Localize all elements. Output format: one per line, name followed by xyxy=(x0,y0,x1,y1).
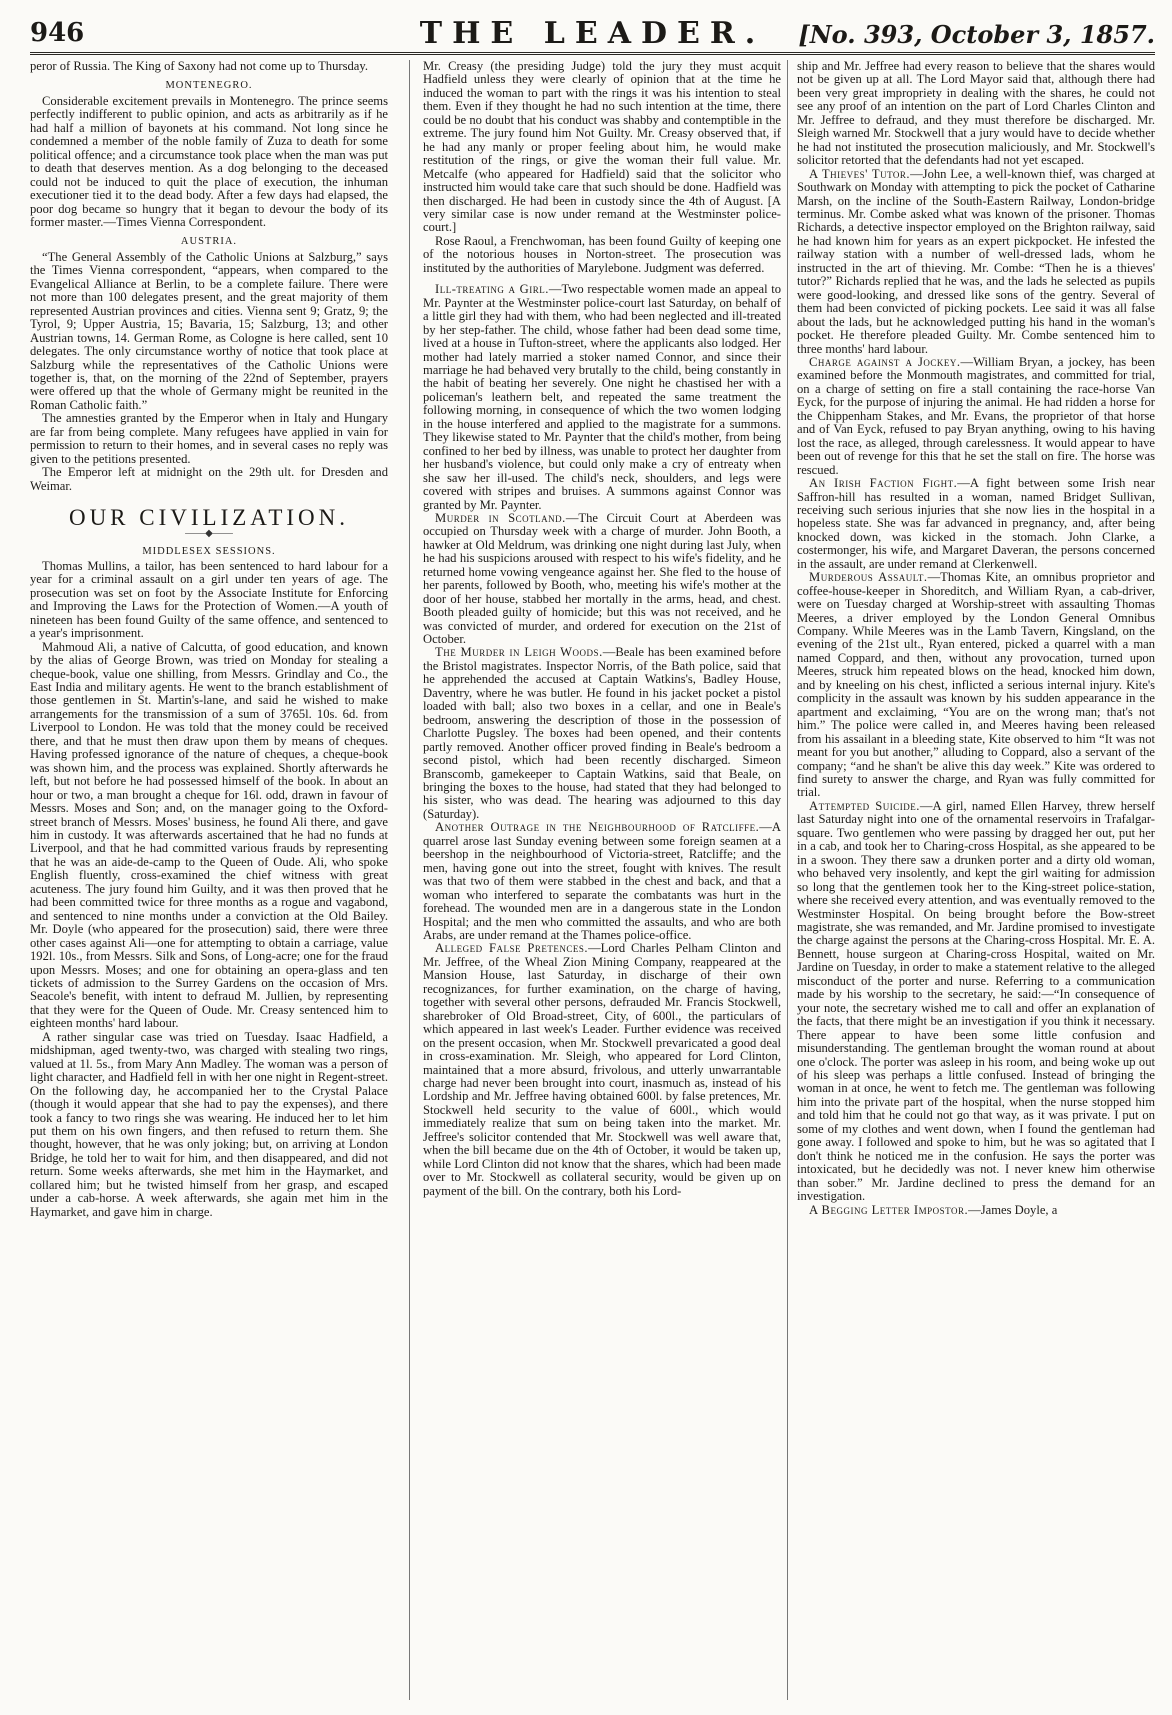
paragraph: peror of Russia. The King of Saxony had not come up to Thursday. xyxy=(30,60,368,73)
article xyxy=(797,356,1155,477)
section-heading: MONTENEGRO. xyxy=(165,80,253,92)
article-heading: An Irish Faction Fight. xyxy=(809,476,958,491)
article xyxy=(797,477,1155,571)
article-heading: A Thieves' Tutor. xyxy=(809,166,911,181)
section-title: OUR CIVILIZATION. xyxy=(68,505,350,531)
article-heading: Murderous Assault. xyxy=(809,570,928,585)
page-number: 946 xyxy=(30,18,85,48)
article xyxy=(797,800,1155,1204)
article xyxy=(423,283,781,512)
newspaper-title: THE LEADER. xyxy=(419,16,766,51)
divider: ——◆—— xyxy=(185,527,233,539)
paragraph: Rose Raoul, a Frenchwoman, has been found Guilty of keeping one of the notorious houses in Norton-street. The prosecution was instituted by the authorities of Marylebone. Judgment was deferred. xyxy=(423,233,781,275)
paragraph: “The General Assembly of the Catholic Unions at Salzburg,” says the Times Vienna correspondent, “appears, when compared to the Evangelical Alliance at Berlin, to be a complete failure. There were not more than 100 delegates present, and the great majority of them represented Austrian provinces and cities. Vienna sent 9; Gratz, 9; the Tyrol, 9; Upper Austria, 15; Bavaria, 15; Salzburg, 13; and other Austrian towns, 14. German Rome, as Cologne is here called, sent 10 delegates. The only circumstance worthy of notice that took place at Salzburg while the representatives of the Catholic Unions were together is, that, on the morning of the 22nd of September, prayers were offered up that the whole of Germany might be reunited in the Roman Catholic faith.” xyxy=(30,249,388,412)
article xyxy=(423,512,781,647)
paragraph: The Emperor left at midnight on the 29th ult. for Dresden and Weimar. xyxy=(30,465,388,493)
article-heading: Ill-treating a Girl. xyxy=(435,282,549,297)
article-body: —Lord Charles Pelham Clinton and Mr. Jeffree, of the Wheal Zion Mining Company, reappeared at the Mansion House, last Saturday, in discharge of their own recognizances, for further examination, on the charge of having, together with several other persons, defrauded Mr. Francis Stockwell, sharebroker of Old Broad-street, City, of 600l., the particulars of which appeared in last week's Leader. Further evidence was received on the present occasion, when Mr. Stockwell prevaricated a good deal in cross-examination. Mr. Sleigh, who appeared for Lord Clinton, maintained that a more absurd, frivolous, and utterly unwarrantable charge had never been brought into court, inasmuch as, instead of his Lordship and Mr. Jeffree having obtained 600l. by false pretences, Mr. Stockwell held security to the value of 600l., which would immediately realize that sum on being taken into the market. Mr. Jeffree's solicitor contended that Mr. Stockwell was well aware that, when the bill became due on the 4th of October, it would be taken up, while Lord Clinton did not know that the shares, which had been made over to Mr. Stockwell as collateral security, would be given up on payment of the bill. On the contrary, both his Lord- xyxy=(423,941,781,1198)
article-body: —A quarrel arose last Sunday evening between some foreign seamen at a beershop in the neighbourhood of Victoria-street, Ratcliffe; and the men, having gone out into the street, fought with knives. The result was that two of them were stabbed in the chest and back, and that a woman who interfered to separate the combatants was hurt in the forehead. The wounded men are in a dangerous state in the London Hospital; and the men who committed the assaults, and who are both Arabs, are under remand at the Thames police-office. xyxy=(423,820,781,942)
article-heading: A Begging Letter Impostor. xyxy=(809,1202,969,1217)
column-1 xyxy=(30,60,388,1705)
article-heading: Attempted Suicide. xyxy=(809,798,920,813)
section-heading: MIDDLESEX SESSIONS. xyxy=(142,545,276,557)
article xyxy=(797,571,1155,800)
article-heading: The Murder in Leigh Woods. xyxy=(435,645,603,660)
article-body: —William Bryan, a jockey, has been examined before the Monmouth magistrates, and committed for trial, on a charge of setting on fire a stall containing the race-horse Van Eyck, for the purpose of injuring the animal. He had ridden a horse for the Chippenham Stakes, and Mr. Evans, the proprietor of that horse and of Van Eyck, refused to pay Bryan anything, owing to his having lost the race, as alleged, through carelessness. It would appear to have been out of revenge for this that he set the stall on fire. The horse was rescued. xyxy=(797,354,1155,477)
section-heading: AUSTRIA. xyxy=(180,236,238,248)
article-body: —Thomas Kite, an omnibus proprietor and coffee-house-keeper in Shoreditch, and William Ryan, a cab-driver, were on Tuesday charged at Worship-street with assaulting Thomas Meeres, a driver employed by the London General Omnibus Company. While Meeres was in the Lamb Tavern, Kingsland, on the evening of the 21st ult., Ryan entered, picked a quarrel with a man named Coppard, and then, without any provocation, turned upon Meeres, struck him repeated blows on the head, knocked him down, and by kneeling on his chest, inflicted a serious internal injury. Kite's complicity in the assault was known by his sudden appearance in the apartment and exclaiming, “You are on the wrong man; that's not him.” The police were called in, and Meeres having been released from his assailant in a bleeding state, Kite observed to him “It was not meant for you but another,” alluding to Coppard, also a servant of the company; “and he shan't be alive this day week.” Kite was ordered to find surety to answer the charge, and Ryan was fully committed for trial. xyxy=(797,570,1155,800)
column-rule xyxy=(409,60,410,1700)
paragraph: Mahmoud Ali, a native of Calcutta, of good education, and known by the alias of George Brown, was tried on Monday for stealing a cheque-book, value one shilling, from Messrs. Grindlay and Co., the East India and military agents. He went to the branch establishment of those gentlemen in St. Martin's-lane, and said he wished to make arrangements for the transmission of a sum of 3765l. 10s. 6d. from Liverpool to London. He was told that the money could be received there, and that he must then draw upon them by means of cheques. Having professed ignorance of the nature of cheques, a cheque-book was shown him, and the process was explained. Shortly afterwards he left, but not before he had possessed himself of the book. In about an hour or two, a man brought a cheque for 16l. odd, drawn in favour of Messrs. Moses and Son; and, on the manager going to the Oxford-street branch of Messrs. Moses' business, he found Ali there, and gave him in custody. It was afterwards ascertained that he had no funds at Liverpool, and that he had committed various frauds by representing that he was an aide-de-camp to the Queen of Oude. Ali, who spoke English fluently, cross-examined the chief witness with great acuteness. The jury found him Guilty, and it was then proved that he had been committed twice for three months as a rogue and vagabond, and sentenced to nine months under a conviction at the Old Bailey. Mr. Doyle (who appeared for the prosecution) said, there were three other cases against Ali—one for attempting to obtain a carriage, value 192l. 10s., from Messrs. Silk and Sons, of Long-acre; one for the fraud upon Messrs. Moses; and one for obtaining an opera-glass and ten tickets of admission to the Surrey Gardens on the occasion of Mrs. Seacole's benefit, with intent to defraud M. Jullien, by representing that they were for the Queen of Oude. Mr. Creasy sentenced him to eighteen months' hard labour. xyxy=(30,639,388,1031)
article-heading: Alleged False Pretences. xyxy=(435,941,589,956)
article xyxy=(797,1204,1155,1217)
paragraph: The amnesties granted by the Emperor when in Italy and Hungary are far from being complete. Many refugees have applied in vain for permission to return to their homes, and in several cases no reply was given to the petitions presented. xyxy=(30,411,388,466)
column-3 xyxy=(797,60,1155,1705)
article-body: —The Circuit Court at Aberdeen was occupied on Thursday week with a charge of murder. John Booth, a hawker at Old Meldrum, was drinking one night during last July, when he had his suspicions aroused with respect to his wife's fidelity, and he returned home vowing vengeance against her. She fled to the house of her parents, followed by Booth, who, meeting his wife's mother at the door of her house, stabbed her mortally in the arms, head, and chest. Booth pleaded guilty of homicide; but this was not received, and he was convicted of murder, and ordered for execution on the 21st of October. xyxy=(423,510,781,647)
article-body: —A girl, named Ellen Harvey, threw herself last Saturday night into one of the ornamental reservoirs in Trafalgar-square. Two gentlemen who were passing by dragged her out, put her in a cab, and took her to Charing-cross Hospital, as she appeared to be in a swoon. They there saw a drunken porter and a dirty old woman, who behaved very insolently, and kept the girl waiting for admission so long that the gentlemen took her to the King-street police-station, where she received every attention, and was eventually removed to the Westminster Hospital. On being brought before the Bow-street magistrate, she was remanded, and Mr. Jardine promised to investigate the charge against the persons at the Charing-cross Hospital. Mr. E. A. Bennett, house surgeon at Charing-cross Hospital, waited on Mr. Jardine on Tuesday, in order to make a statement relative to the alleged misconduct of the porter and nurse. Referring to a communication made by his worship to the secretary, he said:—“In consequence of your note, the secretary wished me to call and offer an explanation of the facts, that there might be an investigation if you think it necessary. There appear to have been some little confusion and misunderstanding. The gentleman brought the woman round at about one o'clock. The porter was asleep in his room, and being woke up out of his sleep was perhaps a little confused. Instead of bringing the woman in at once, he went to fetch me. The gentleman was following him into the private part of the hospital, when the nurse stopped him and told him that he could not go that way, as it was private. I put on some of my clothes and went down, when I found the gentleman had gone away. I followed and spoke to him, but he was so agitated that I don't think he noticed me in the confusion. He says the porter was intoxicated, but he decidedly was not. I never knew him otherwise than sober.” Mr. Jardine declined to press the demand for an investigation. xyxy=(797,798,1155,1204)
paragraph: Considerable excitement prevails in Montenegro. The prince seems perfectly indifferent to public opinion, and acts as arbitrarily as if he had half a million of bayonets at his command. Not long since he condemned a member of the noble family of Zuza to death for some political offence; and a circumstance took place when the man was put to death that deserves mention. As a dog belonging to the deceased could not be induced to quit the place of execution, the inhuman executioner tied it to the dead body. After a few days had elapsed, the poor dog became so hungry that it began to devour the body of its former master.—Times Vienna Correspondent. xyxy=(30,93,388,229)
article-body: —Two respectable women made an appeal to Mr. Paynter at the Westminster police-court last Saturday, on behalf of a little girl they had with them, who had been neglected and ill-treated by her step-father. The child, whose father had been dead some time, lived at a house in Tufton-street, where the applicants also lodged. Her mother had lately married a stoker named Connor, and since their marriage he had behaved very brutally to the child, being constantly in the habit of beating her severely. One night he chastised her with a policeman's leathern belt, and repeated the same treatment the following morning, in consequence of which the two women lodging in the house interfered and applied to the magistrate for a summons. They likewise stated to Mr. Paynter that the child's mother, from being confined to her bed by illness, was unable to protect her daughter from her husband's violence, but could only make a cry of entreaty when she saw her ill-used. The child's neck, shoulders, and legs were covered with stripes and bruises. A summons against Connor was granted by Mr. Paynter. xyxy=(423,282,781,512)
article xyxy=(797,168,1155,356)
article-body: —James Doyle, a xyxy=(968,1202,1058,1217)
paragraph: A rather singular case was tried on Tuesday. Isaac Hadfield, a midshipman, aged twenty-two, was charged with stealing two rings, valued at 1l. 5s., from Mary Ann Madley. The woman was a person of light character, and Hadfield fell in with her one night in Regent-street. On the following day, he accompanied her to the Crystal Palace (though it would appear that she had to pay the expenses), and there took a fancy to two rings she was wearing. He induced her to let him put them on his own fingers, and then refused to return them. She thought, however, that he was only joking; but, on arriving at London Bridge, he told her to wait for him, and then disappeared, and did not return. Some weeks afterwards, she met him in the Haymarket, and collared him; but he twisted himself from her grasp, and escaped under a cab-horse. A week afterwards, she again met him in the Haymarket, and gave him in charge. xyxy=(30,1029,388,1219)
article xyxy=(423,942,781,1198)
paragraph: Thomas Mullins, a tailor, has been sentenced to hard labour for a year for a criminal assault on a girl under ten years of age. The prosecution was set on foot by the Associate Institute for Enforcing and Improving the Laws for the Protection of Women.—A youth of nineteen has been found Guilty of the same offence, and sentenced to a year's imprisonment. xyxy=(30,558,388,641)
paragraph: Mr. Creasy (the presiding Judge) told the jury they must acquit Hadfield unless they were clearly of opinion that at the time he induced the woman to part with the rings it was his intention to steal them. Even if they thought he had no such intention at the time, there could be no doubt that his conduct was shabby and contemptible in the extreme. The jury found him Not Guilty. Mr. Creasy observed that, if he had any manly or proper feeling about him, he would make restitution of the rings, or give the woman their full value. Mr. Metcalfe (who appeared for Hadfield) said that the solicitor who instructed him would take care that such should be done. Hadfield was then discharged. He had been in custody since the 4th of August. [A very similar case is now under remand at the Westminster police-court.] xyxy=(423,60,781,235)
article-body: —Beale has been examined before the Bristol magistrates. Inspector Norris, of the Bath police, said that he apprehended the accused at Captain Watkins's, Badley House, Daventry, where he was butler. He found in his jacket pocket a pistol loaded with ball; also two boxes in a cellar, and one in Beale's bedroom, answering the description of those in the possession of Charlotte Pugsley. The boxes had been opened, and their contents partly removed. Another officer proved finding in Beale's bedroom a second pistol, which had been recently discharged. Simeon Branscomb, gamekeeper to Captain Watkins, said that Beale, on bringing the boxes to the house, had stated that they had belonged to his sister, who was dead. The hearing was adjourned to this day (Saturday). xyxy=(423,645,781,821)
article xyxy=(423,646,781,821)
article-heading: Charge against a Jockey. xyxy=(809,354,961,369)
article-heading: Murder in Scotland. xyxy=(435,510,566,525)
masthead xyxy=(30,14,1155,55)
article-body: —John Lee, a well-known thief, was charged at Southwark on Monday with attempting to pick the pocket of Catharine Marsh, on the incline of the South-Eastern Railway, London-bridge terminus. Mr. Combe asked what was known of the prisoner. Thomas Richards, a detective inspector employed on the Brighton railway, said he had known him for years as an expert pickpocket. He infested the railway station with a number of well-dressed lads, whom he instructed in the art of thieving. Mr. Combe: “Then he is a thieves' tutor?” Richards replied that he was, and the lads he selected as pupils were good-looking, and dressed like sons of the gentry. Several of them had been convicted of picking pockets. Lee said it was all false about the lads, but he acknowledged putting his hand in the woman's pocket. He therefore pleaded Guilty. Mr. Combe sentenced him to three months' hard labour. xyxy=(797,166,1155,356)
paragraph: ship and Mr. Jeffree had every reason to believe that the shares would not be given up at all. The Lord Mayor said that, although there had been very great impropriety in dealing with the shares, he could not see any proof of an intention on the part of Lord Charles Clinton and Mr. Jeffree to defraud, and they must therefore be discharged. Mr. Sleigh warned Mr. Stockwell that a jury would have to decide whether he had not instituted the prosecution maliciously, and Mr. Stockwell's solicitor retorted that the defendants had not yet escaped. xyxy=(797,60,1155,168)
issue-info: [No. 393, October 3, 1857. xyxy=(798,20,1155,49)
article xyxy=(423,821,781,942)
article-heading: Another Outrage in the Neighbourhood of Ratcliffe. xyxy=(435,820,760,835)
column-2 xyxy=(423,60,781,1705)
column-rule xyxy=(787,60,788,1700)
article-body: —A fight between some Irish near Saffron-hill has resulted in a woman, named Bridget Sullivan, receiving such serious injuries that she now lies in the hospital in a hopeless state. She was far advanced in pregnancy, and, after being knocked down, was kicked in the stomach. John Clarke, a costermonger, his wife, and Margaret Daveran, the persons concerned in the assault, are under remand at Clerkenwell. xyxy=(797,476,1155,571)
